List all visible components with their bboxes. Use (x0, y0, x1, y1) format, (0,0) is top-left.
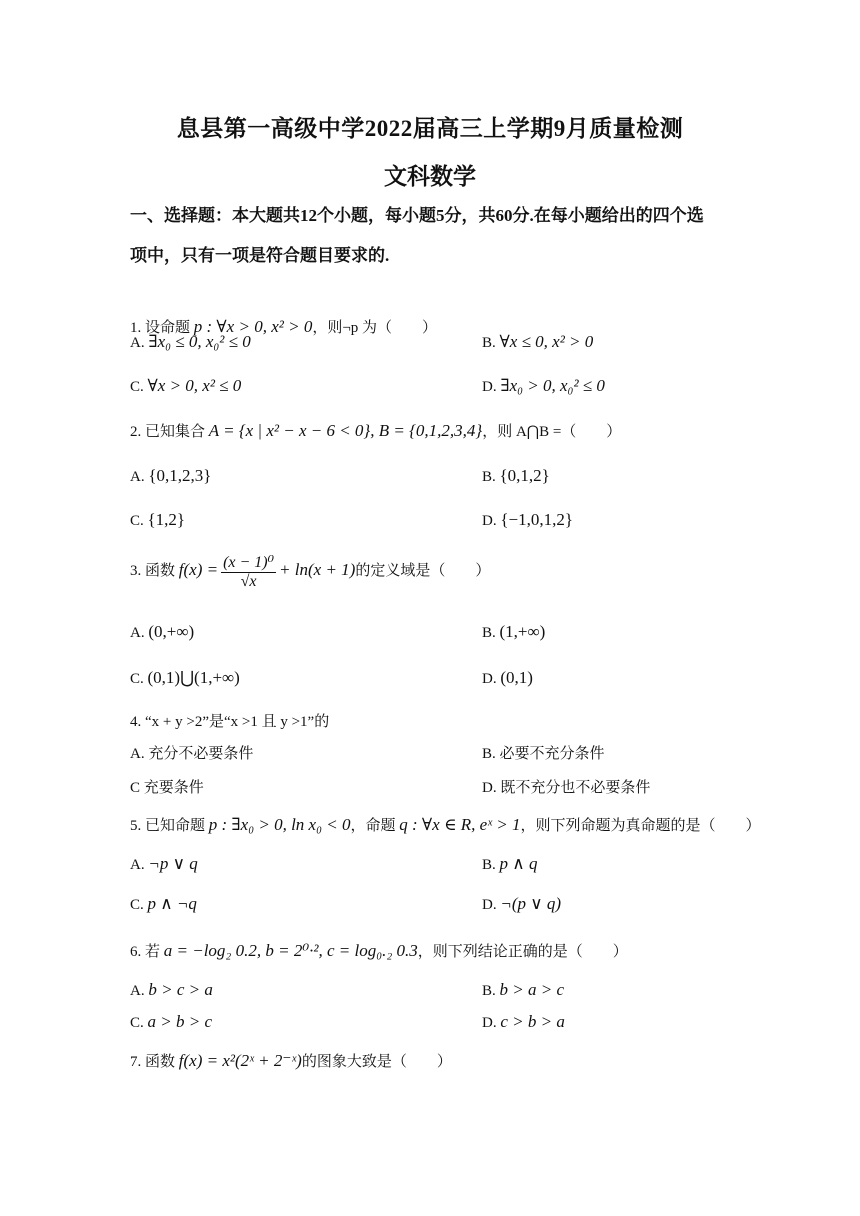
option-text: ∃x₀ ≤ 0, x₀² ≤ 0 (148, 332, 251, 351)
option-text: 充要条件 (143, 780, 204, 796)
section-heading-line2: 项中，只有一项是符合题目要求的. (130, 246, 390, 265)
option-text: p ∧ q (499, 854, 538, 873)
option-label: B. (482, 625, 496, 641)
fraction-numerator: (x − 1)⁰ (223, 554, 275, 571)
q3-option-d[interactable] (482, 668, 533, 688)
option-text: 既不充分也不必要条件 (500, 780, 651, 796)
option-text: (0,1) (500, 668, 533, 687)
option-label: A. (130, 625, 145, 641)
question-3 (130, 552, 750, 591)
option-label: D. (482, 897, 497, 913)
q6-option-b[interactable] (482, 980, 564, 1000)
q2-option-a[interactable] (130, 466, 211, 486)
q6-option-c[interactable] (130, 1012, 212, 1032)
option-text: {−1,0,1,2} (500, 510, 574, 529)
option-label: C. (130, 513, 144, 529)
q1-option-c[interactable] (130, 376, 241, 396)
option-text: ∀x > 0, x² ≤ 0 (147, 376, 242, 395)
question-5-prefix: 5. 已知命题 (130, 818, 209, 834)
option-label: C. (130, 671, 144, 687)
option-text: c > b > a (500, 1012, 565, 1031)
question-4: 4. “x + y >2”是“x >1 且 y >1”的 (130, 714, 330, 730)
fraction-denominator: √x (240, 573, 257, 590)
option-text: 必要不充分条件 (499, 746, 605, 762)
question-7-math: f(x) = x²(2ˣ + 2⁻ˣ) (178, 1051, 302, 1070)
question-5-math-p: p : ∃x₀ > 0, ln x₀ < 0 (208, 815, 351, 834)
q6-option-a[interactable] (130, 980, 213, 1000)
section-heading (130, 196, 740, 276)
question-2-math: A = {x | x² − x − 6 < 0}, B = {0,1,2,3,4} (208, 421, 483, 440)
option-label: A. (130, 469, 145, 485)
option-label: B. (482, 983, 496, 999)
q1-option-a[interactable] (130, 332, 251, 352)
question-5-math-q: q : ∀x ∈ R, eˣ > 1 (399, 815, 521, 834)
option-label: B. (482, 746, 496, 762)
option-label: C (130, 780, 141, 796)
option-label: A. (130, 983, 145, 999)
option-text: ¬p ∨ q (148, 854, 198, 873)
option-label: A. (130, 857, 145, 873)
question-7-suffix: 的图象大致是（ ） (301, 1054, 452, 1070)
option-text: {0,1,2,3} (148, 466, 212, 485)
question-6-math: a = −log₂ 0.2, b = 2⁰·², c = log₀.₂ 0.3 (163, 941, 418, 960)
q2-option-d[interactable] (482, 510, 573, 530)
question-7 (130, 1050, 750, 1071)
option-label: D. (482, 780, 497, 796)
q3-option-a[interactable] (130, 622, 194, 642)
question-6-prefix: 6. 若 (130, 944, 164, 960)
q5-option-b[interactable] (482, 854, 537, 874)
option-text: ∃x₀ > 0, x₀² ≤ 0 (500, 376, 605, 395)
q3-option-b[interactable] (482, 622, 545, 642)
q2-option-b[interactable] (482, 466, 550, 486)
exam-title: 息县第一高级中学2022届高三上学期9月质量检测 (176, 116, 684, 141)
question-3-rhs: + ln(x + 1) (279, 559, 356, 579)
option-text: {1,2} (147, 510, 186, 529)
question-3-suffix: 的定义域是（ ） (355, 562, 491, 579)
question-3-lhs: f(x) = (178, 559, 219, 579)
option-text: p ∧ ¬q (147, 894, 197, 913)
option-label: B. (482, 469, 496, 485)
q4-option-d[interactable] (482, 776, 650, 797)
option-text: ¬(p ∨ q) (500, 894, 562, 913)
option-text: a > b > c (147, 1012, 213, 1031)
option-text: {0,1,2} (499, 466, 550, 485)
question-1-math: p : ∀x > 0, x² > 0 (193, 317, 313, 336)
q6-option-d[interactable] (482, 1012, 565, 1032)
question-2 (130, 420, 750, 441)
q1-option-b[interactable] (482, 332, 593, 352)
option-label: B. (482, 857, 496, 873)
section-heading-line1: 一、选择题：本大题共12个小题，每小题5分，共60分.在每小题给出的四个选 (130, 206, 704, 225)
question-5-suffix: ，则下列命题为真命题的是（ ） (520, 818, 761, 834)
option-label: B. (482, 335, 496, 351)
question-6-suffix: ，则下列结论正确的是（ ） (417, 944, 628, 960)
option-label: D. (482, 1015, 497, 1031)
option-label: C. (130, 379, 144, 395)
question-5 (130, 814, 761, 835)
exam-subject: 文科数学 (384, 164, 476, 189)
question-2-suffix: ，则 A⋂B =（ ） (482, 424, 622, 440)
option-label: A. (130, 335, 145, 351)
q5-option-a[interactable] (130, 854, 198, 874)
option-label: C. (130, 897, 144, 913)
q5-option-c[interactable] (130, 894, 197, 914)
q2-option-c[interactable] (130, 510, 185, 530)
question-6 (130, 940, 750, 961)
q5-option-d[interactable] (482, 894, 561, 914)
option-text: ∀x ≤ 0, x² > 0 (499, 332, 594, 351)
q1-option-d[interactable] (482, 376, 605, 396)
option-label: D. (482, 379, 497, 395)
option-text: (0,+∞) (148, 622, 195, 641)
question-2-prefix: 2. 已知集合 (130, 424, 209, 440)
option-text: 充分不必要条件 (148, 746, 254, 762)
question-3-fraction (221, 552, 276, 591)
question-1-suffix: ，则¬p 为（ ） (312, 320, 438, 336)
q4-option-b[interactable] (482, 742, 605, 763)
question-1-prefix: 1. 设命题 (130, 320, 194, 336)
option-label: A. (130, 746, 145, 762)
q4-option-a[interactable] (130, 742, 253, 763)
option-text: (1,+∞) (499, 622, 546, 641)
question-7-prefix: 7. 函数 (130, 1054, 179, 1070)
question-5-mid: ，命题 (350, 818, 400, 834)
option-label: D. (482, 671, 497, 687)
question-3-prefix: 3. 函数 (130, 562, 179, 579)
q4-option-c[interactable] (130, 776, 204, 797)
q3-option-c[interactable] (130, 668, 240, 688)
option-text: b > a > c (499, 980, 565, 999)
option-text: b > c > a (148, 980, 213, 999)
option-label: D. (482, 513, 497, 529)
option-label: C. (130, 1015, 144, 1031)
option-text: (0,1)⋃(1,+∞) (147, 668, 240, 687)
